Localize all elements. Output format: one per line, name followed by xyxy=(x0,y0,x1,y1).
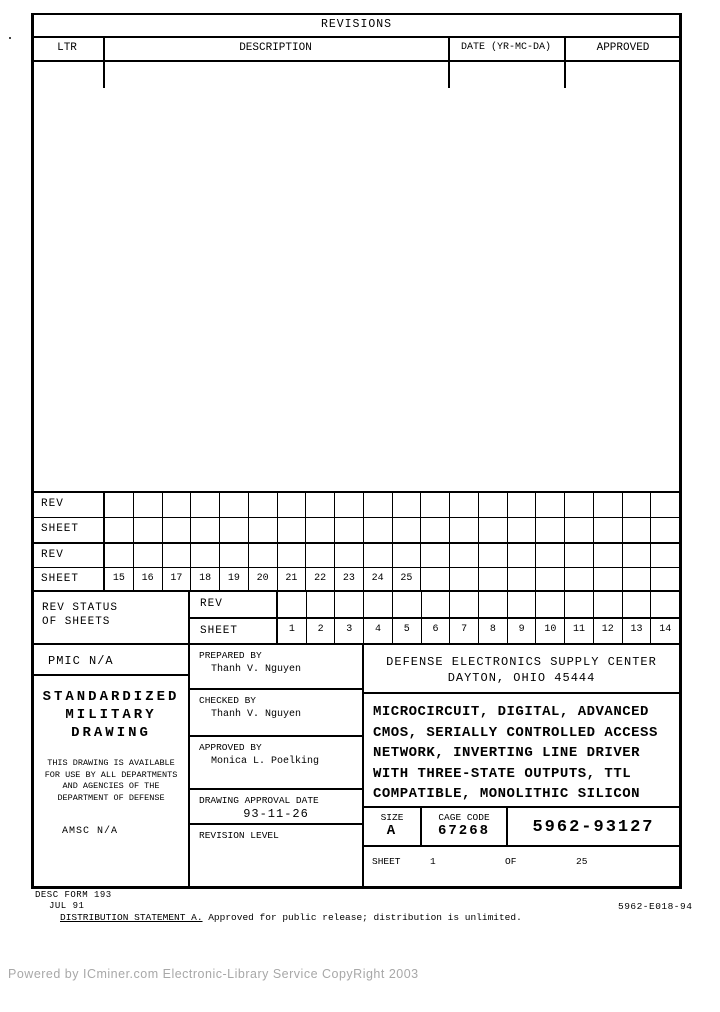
grid-cell xyxy=(278,592,307,617)
grid-cell: 21 xyxy=(278,568,307,590)
grid-cell xyxy=(623,493,652,517)
grid-cell xyxy=(393,592,422,617)
document-reference: 5962-E018-94 xyxy=(618,901,693,912)
library-service-watermark: Powered by ICminer.com Electronic-Library Service CopyRight 2003 xyxy=(8,967,419,981)
grid-cell xyxy=(450,568,479,590)
size-box xyxy=(364,808,422,845)
grid-cell: 24 xyxy=(364,568,393,590)
grid-cell: 8 xyxy=(479,619,508,644)
grid-cells xyxy=(105,518,679,542)
grid-cell xyxy=(450,592,479,617)
grid-cell xyxy=(306,493,335,517)
grid-cell xyxy=(450,518,479,542)
grid-cell xyxy=(306,518,335,542)
sheet-row-label: SHEET xyxy=(190,619,278,644)
grid-cell: 12 xyxy=(594,619,623,644)
grid-cell: 6 xyxy=(422,619,451,644)
sheet-label: SHEET xyxy=(372,856,401,867)
availability-line: AND AGENCIES OF THE xyxy=(62,781,160,791)
grid-cell xyxy=(479,568,508,590)
grid-cell: 19 xyxy=(220,568,249,590)
grid-cell: 20 xyxy=(249,568,278,590)
rev-status-sheet-row xyxy=(190,619,679,644)
sheet-total: 25 xyxy=(576,856,588,867)
pmic-field: PMIC N/A xyxy=(34,645,188,676)
grid-cell xyxy=(134,493,163,517)
grid-cell xyxy=(594,493,623,517)
grid-cell xyxy=(421,544,450,567)
grid-cell xyxy=(651,592,679,617)
grid-cell xyxy=(594,592,623,617)
cage-code-label: CAGE CODE xyxy=(438,812,490,823)
grid-cell xyxy=(422,592,451,617)
drawing-title-line: CMOS, SERIALLY CONTROLLED ACCESS xyxy=(373,724,658,741)
grid-cell xyxy=(278,493,307,517)
grid-cell: 4 xyxy=(364,619,393,644)
grid-cell xyxy=(594,568,623,590)
grid-cell xyxy=(565,592,594,617)
rev-status-rev-row xyxy=(190,592,679,619)
column-header-approved: APPROVED xyxy=(596,42,650,54)
grid-cells xyxy=(105,493,679,517)
grid-cell xyxy=(623,518,652,542)
grid-cell xyxy=(479,518,508,542)
sheet-number: 1 xyxy=(430,856,436,867)
revisions-title: REVISIONS xyxy=(320,18,393,31)
cage-code-box xyxy=(422,808,508,845)
grid-cell xyxy=(335,592,364,617)
grid-cell xyxy=(651,493,679,517)
rev-status-label xyxy=(34,592,190,643)
grid-row-label: REV xyxy=(34,493,105,517)
checked-by-name: Thanh V. Nguyen xyxy=(211,709,302,720)
grid-row-label: SHEET xyxy=(34,518,105,542)
grid-cell xyxy=(163,493,192,517)
rev-status-label-line2: OF SHEETS xyxy=(42,616,111,628)
drawing-title xyxy=(364,694,679,808)
grid-cell xyxy=(306,544,335,567)
approved-by-name: Monica L. Poelking xyxy=(211,756,320,767)
grid-cell xyxy=(393,518,422,542)
form-date: JUL 91 xyxy=(49,901,85,911)
revision-level-box xyxy=(190,825,362,886)
grid-cell xyxy=(307,592,336,617)
grid-cell xyxy=(536,518,565,542)
grid-cell xyxy=(335,493,364,517)
grid-cell xyxy=(220,544,249,567)
grid-cell: 7 xyxy=(450,619,479,644)
grid-cell: 9 xyxy=(508,619,537,644)
grid-cell xyxy=(508,592,537,617)
grid-cell xyxy=(623,544,652,567)
grid-cell xyxy=(479,544,508,567)
grid-cell: 3 xyxy=(335,619,364,644)
grid-row-label: REV xyxy=(34,544,105,567)
title-block-left-column xyxy=(34,645,190,886)
grid-cells xyxy=(105,544,679,567)
grid-cell xyxy=(105,544,134,567)
grid-cell xyxy=(335,518,364,542)
grid-cell xyxy=(278,544,307,567)
grid-cell xyxy=(278,518,307,542)
grid-cell xyxy=(163,544,192,567)
grid-cell xyxy=(220,518,249,542)
grid-cell xyxy=(536,592,565,617)
grid-cell xyxy=(249,493,278,517)
approved-by-label: APPROVED BY xyxy=(199,742,262,753)
grid-cell xyxy=(623,568,652,590)
rev-sheet-grid-row xyxy=(34,568,679,592)
grid-cell xyxy=(421,518,450,542)
grid-cell: 11 xyxy=(565,619,594,644)
grid-cell: 23 xyxy=(335,568,364,590)
approval-date-value: 93-11-26 xyxy=(243,807,309,821)
scan-speckle xyxy=(9,37,11,39)
grid-cell xyxy=(421,568,450,590)
grid-cell xyxy=(134,518,163,542)
grid-cell xyxy=(220,493,249,517)
grid-cell xyxy=(105,518,134,542)
title-block-signature-column xyxy=(190,645,364,886)
title-block-right-column xyxy=(364,645,679,886)
prepared-by-label: PREPARED BY xyxy=(199,650,262,661)
drawing-number: 5962-93127 xyxy=(532,818,655,837)
frame-bottom-border xyxy=(31,886,682,889)
rev-sheet-grid-row xyxy=(34,491,679,518)
grid-cell xyxy=(508,544,537,567)
grid-cell xyxy=(364,592,393,617)
grid-cell xyxy=(134,544,163,567)
smd-line2: MILITARY xyxy=(65,707,157,723)
grid-cells xyxy=(105,568,679,590)
grid-cell: 10 xyxy=(536,619,565,644)
grid-cell xyxy=(623,592,652,617)
rev-status-rows xyxy=(190,592,679,643)
of-label: OF xyxy=(505,856,517,867)
rev-row-label: REV xyxy=(190,592,278,617)
drawing-title-line: COMPATIBLE, MONOLITHIC SILICON xyxy=(373,786,641,802)
amsc-field: AMSC N/A xyxy=(62,826,119,837)
grid-cell: 2 xyxy=(307,619,336,644)
checked-by-box xyxy=(190,690,362,737)
grid-cell: 16 xyxy=(134,568,163,590)
grid-cell xyxy=(479,592,508,617)
approval-date-label: DRAWING APPROVAL DATE xyxy=(199,795,319,806)
grid-cell xyxy=(565,493,594,517)
grid-cell: 1 xyxy=(278,619,307,644)
grid-cell xyxy=(508,518,537,542)
smd-line1: STANDARDIZED xyxy=(42,689,180,705)
grid-cell xyxy=(450,493,479,517)
rev-sheet-grid-row xyxy=(34,518,679,544)
grid-cell xyxy=(393,493,422,517)
grid-cell: 22 xyxy=(306,568,335,590)
size-label: SIZE xyxy=(380,812,404,823)
availability-line: DEPARTMENT OF DEFENSE xyxy=(57,792,165,803)
revision-level-label: REVISION LEVEL xyxy=(199,830,279,841)
grid-cell xyxy=(364,493,393,517)
availability-statement xyxy=(34,758,188,804)
grid-cell xyxy=(536,568,565,590)
grid-row-label: SHEET xyxy=(34,568,105,590)
grid-cell xyxy=(536,493,565,517)
distribution-statement-label: DISTRIBUTION STATEMENT A. xyxy=(60,912,203,923)
checked-by-label: CHECKED BY xyxy=(199,695,257,706)
prepared-by-box xyxy=(190,645,362,690)
grid-cell xyxy=(450,544,479,567)
grid-cell xyxy=(651,518,679,542)
grid-cell xyxy=(191,544,220,567)
size-value: A xyxy=(386,823,398,839)
grid-cell xyxy=(565,544,594,567)
grid-cell xyxy=(249,518,278,542)
grid-cell xyxy=(508,493,537,517)
distribution-statement xyxy=(60,912,522,923)
drawing-title-line: NETWORK, INVERTING LINE DRIVER xyxy=(373,745,641,761)
grid-cell: 17 xyxy=(163,568,192,590)
grid-cell: 5 xyxy=(393,619,422,644)
grid-cell xyxy=(565,568,594,590)
approved-by-box xyxy=(190,737,362,790)
rev-sheet-grid-row xyxy=(34,544,679,568)
grid-cell xyxy=(594,544,623,567)
drawing-approval-date-box xyxy=(190,790,362,825)
column-header-date: DATE (YR-MC-DA) xyxy=(460,42,551,53)
grid-cell xyxy=(594,518,623,542)
grid-cell: 15 xyxy=(105,568,134,590)
column-header-description: DESCRIPTION xyxy=(239,42,312,54)
grid-cell xyxy=(249,544,278,567)
grid-cell xyxy=(536,544,565,567)
distribution-statement-text: Approved for public release; distribution is unlimited. xyxy=(202,912,522,923)
agency-box xyxy=(364,645,679,694)
availability-line: FOR USE BY ALL DEPARTMENTS xyxy=(44,769,178,780)
grid-cell: 18 xyxy=(191,568,220,590)
form-number: DESC FORM 193 xyxy=(35,890,112,900)
grid-cell xyxy=(364,518,393,542)
revisions-header-divider xyxy=(31,60,682,62)
agency-location: DAYTON, OHIO 45444 xyxy=(447,671,596,685)
prepared-by-name: Thanh V. Nguyen xyxy=(211,664,302,675)
grid-cell: 13 xyxy=(623,619,652,644)
rev-status-label-line1: REV STATUS xyxy=(42,602,119,614)
grid-cells xyxy=(278,592,679,617)
drawing-title-line: WITH THREE-STATE OUTPUTS, TTL xyxy=(373,765,632,782)
agency-name: DEFENSE ELECTRONICS SUPPLY CENTER xyxy=(386,655,657,669)
grid-cell xyxy=(105,493,134,517)
grid-cell xyxy=(335,544,364,567)
grid-cell xyxy=(565,518,594,542)
rev-status-block xyxy=(34,592,679,645)
sheet-count-row xyxy=(364,847,679,886)
grid-cell xyxy=(393,544,422,567)
grid-cell xyxy=(421,493,450,517)
title-block xyxy=(34,645,679,886)
grid-cell: 14 xyxy=(659,623,672,635)
grid-cell xyxy=(191,493,220,517)
grid-cell xyxy=(364,544,393,567)
grid-cell xyxy=(163,518,192,542)
grid-cells xyxy=(278,619,679,644)
smd-line3: DRAWING xyxy=(71,725,151,741)
column-header-ltr: LTR xyxy=(57,42,77,54)
grid-cell xyxy=(479,493,508,517)
frame-right-border xyxy=(679,13,682,889)
grid-cell xyxy=(508,568,537,590)
standardized-military-drawing-heading xyxy=(34,688,188,742)
size-cage-number-row xyxy=(364,808,679,847)
grid-cell xyxy=(651,568,679,590)
cage-code-value: 67268 xyxy=(437,823,490,839)
grid-cell: 25 xyxy=(393,568,422,590)
grid-cell xyxy=(651,544,679,567)
drawing-title-line: MICROCIRCUIT, DIGITAL, ADVANCED xyxy=(373,704,649,720)
grid-cell xyxy=(191,518,220,542)
availability-line: THIS DRAWING IS AVAILABLE xyxy=(47,758,175,768)
